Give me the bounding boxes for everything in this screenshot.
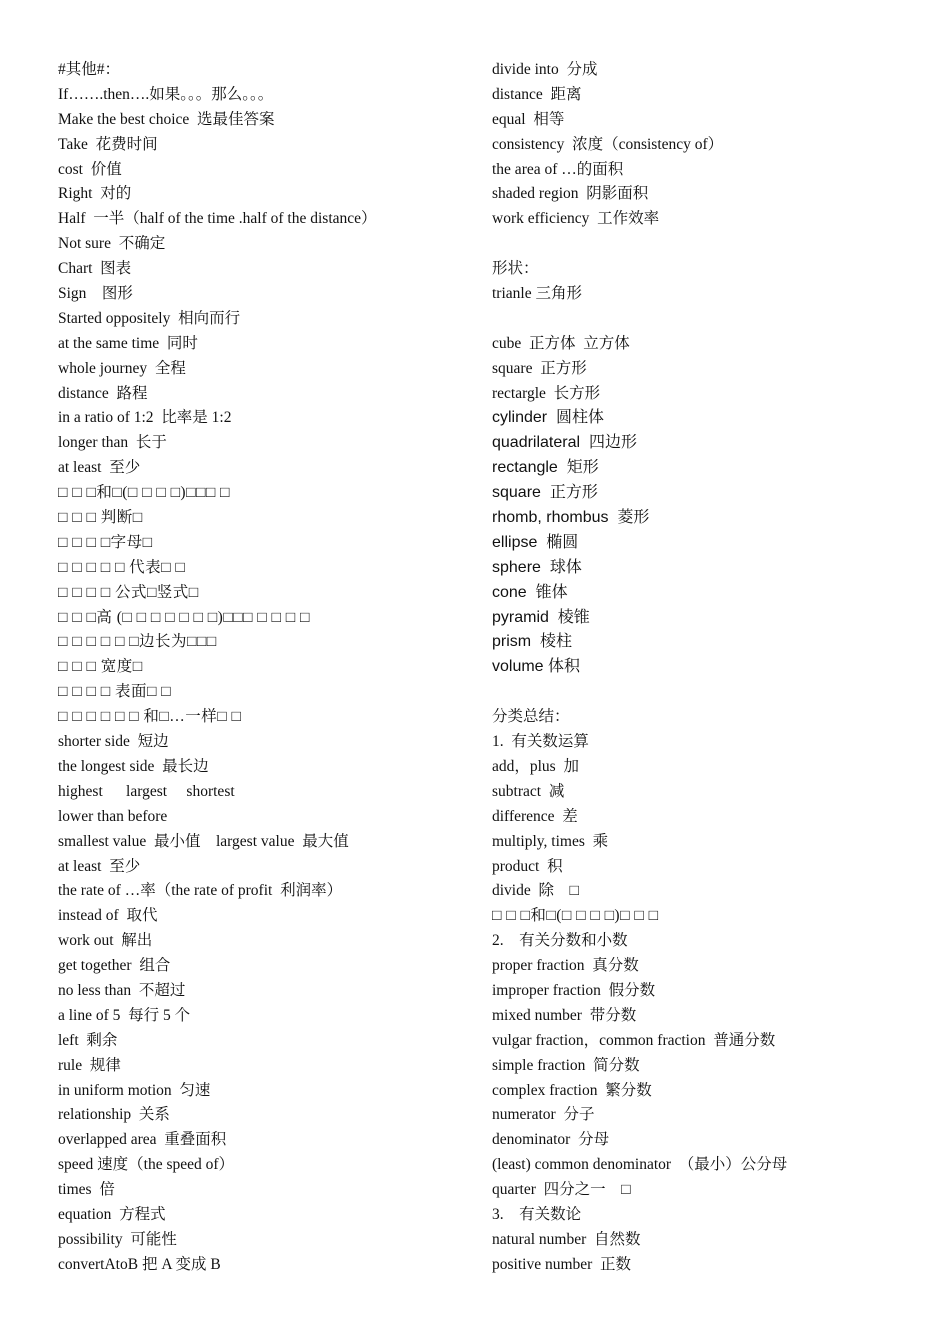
vocab-line: cylinder 圆柱体 (492, 409, 605, 427)
vocab-line: at the same time 同时 (58, 334, 198, 352)
vocab-line: convertAtoB 把 A 变成 B (58, 1255, 221, 1273)
vocab-line: shorter side 短边 (58, 733, 169, 751)
vocab-line: ellipse 椭圆 (492, 533, 579, 551)
vocab-line: prism 棱柱 (492, 633, 573, 651)
vocab-line: at least 至少 (58, 459, 141, 477)
vocab-line: quarter 四分之一 □ (492, 1181, 631, 1199)
vocab-line: pyramid 棱锥 (492, 608, 590, 626)
vocab-line: left 剩余 (58, 1031, 118, 1049)
vocab-line: in a ratio of 1:2 比率是 1:2 (58, 409, 232, 427)
vocab-line: simple fraction 简分数 (492, 1056, 640, 1074)
vocab-line: equal 相等 (492, 110, 565, 128)
vocab-line: Chart 图表 (58, 260, 132, 278)
vocab-line: □ □ □和□(□ □ □ □)□ □ □ (492, 907, 659, 925)
vocab-line: 形状： (492, 260, 539, 278)
vocab-line: Started oppositely 相向而行 (58, 309, 241, 327)
vocab-line: □ □ □ □ □ □ 和□…一样□ □ (58, 708, 242, 726)
vocab-line: 3. 有关数论 (492, 1205, 582, 1223)
vocab-line: difference 差 (492, 807, 578, 825)
vocab-line (492, 232, 932, 257)
vocab-line: mixed number 带分数 (492, 1006, 637, 1024)
vocab-line: speed 速度（the speed of） (58, 1156, 235, 1174)
vocab-line: distance 距离 (492, 85, 582, 103)
vocab-line: lower than before (58, 807, 168, 825)
vocab-line: 2. 有关分数和小数 (492, 932, 628, 950)
vocab-line: □ □ □ □ □ 代表□ □ (58, 558, 186, 576)
vocab-line: □ □ □ □字母□ (58, 533, 153, 551)
vocab-line: □ □ □ 宽度□ (58, 658, 143, 676)
vocab-line: distance 路程 (58, 384, 148, 402)
right-column (492, 58, 932, 1278)
vocab-line: quadrilateral 四边形 (492, 434, 637, 452)
vocab-line: equation 方程式 (58, 1205, 166, 1223)
vocab-line: consistency 浓度（consistency of） (492, 135, 724, 153)
vocab-line: cube 正方体 立方体 (492, 334, 630, 352)
vocab-line: rhomb, rhombus 菱形 (492, 509, 650, 527)
vocab-line: add，plus 加 (492, 757, 579, 775)
vocab-line: divide 除 □ (492, 882, 579, 900)
vocab-line: If…….then….如果。。。那么。。。 (58, 85, 274, 103)
vocab-line: product 积 (492, 857, 563, 875)
vocab-line: shaded region 阴影面积 (492, 185, 649, 203)
vocab-line: the longest side 最长边 (58, 757, 209, 775)
vocab-line: □ □ □ 判断□ (58, 509, 143, 527)
vocab-line: vulgar fraction，common fraction 普通分数 (492, 1031, 776, 1049)
vocab-line: square 正方形 (492, 359, 587, 377)
vocab-line: instead of 取代 (58, 907, 158, 925)
vocab-line: □ □ □和□(□ □ □ □)□□□ □ (58, 484, 230, 502)
vocab-line: □ □ □ □ 表面□ □ (58, 683, 172, 701)
vocab-line: volume 体积 (492, 658, 581, 676)
vocab-line: Make the best choice 选最佳答案 (58, 110, 275, 128)
vocab-line: numerator 分子 (492, 1106, 595, 1124)
left-column (58, 58, 478, 1278)
vocab-line: get together 组合 (58, 957, 171, 975)
vocab-line: Take 花费时间 (58, 135, 158, 153)
vocab-line: improper fraction 假分数 (492, 981, 656, 999)
vocab-line: at least 至少 (58, 857, 141, 875)
vocab-line: whole journey 全程 (58, 359, 186, 377)
vocab-line: highest largest shortest (58, 782, 235, 800)
vocab-line: the rate of …率（the rate of profit 利润率） (58, 882, 343, 900)
vocab-line: Half 一半（half of the time .half of the distance） (58, 210, 377, 228)
vocab-line: natural number 自然数 (492, 1230, 641, 1248)
vocab-line: divide into 分成 (492, 61, 598, 78)
vocab-line: complex fraction 繁分数 (492, 1081, 652, 1099)
vocab-line: cost 价值 (58, 160, 122, 178)
vocab-line: a line of 5 每行 5 个 (58, 1006, 191, 1024)
vocab-line: in uniform motion 匀速 (58, 1081, 211, 1099)
vocab-line: sphere 球体 (492, 558, 582, 576)
vocab-line: positive number 正数 (492, 1255, 632, 1273)
vocab-line: Right 对的 (58, 185, 132, 203)
vocab-line: Sign 图形 (58, 285, 133, 303)
vocab-line: times 倍 (58, 1181, 115, 1199)
vocab-line: Not sure 不确定 (58, 235, 166, 253)
vocab-line: 1. 有关数运算 (492, 733, 589, 751)
vocab-line: rectargle 长方形 (492, 384, 601, 402)
vocab-line: denominator 分母 (492, 1131, 610, 1149)
vocab-line: no less than 不超过 (58, 981, 186, 999)
vocab-line: 分类总结： (492, 708, 570, 726)
vocab-line (492, 307, 932, 332)
vocab-line: longer than 长于 (58, 434, 167, 452)
vocab-line: overlapped area 重叠面积 (58, 1131, 227, 1149)
vocab-line: smallest value 最小值 largest value 最大值 (58, 832, 349, 850)
vocab-line: (least) common denominator （最小）公分母 (492, 1156, 788, 1174)
vocab-line: work out 解出 (58, 932, 153, 950)
vocab-line (492, 680, 932, 705)
vocab-line: cone 锥体 (492, 583, 568, 601)
vocab-line: proper fraction 真分数 (492, 957, 639, 975)
vocab-line: #其他#： (58, 61, 121, 78)
vocab-line: rule 规律 (58, 1056, 121, 1074)
vocab-line: trianle 三角形 (492, 285, 582, 303)
vocab-line: possibility 可能性 (58, 1230, 177, 1248)
vocab-line: relationship 关系 (58, 1106, 170, 1124)
vocab-line: □ □ □高 (□ □ □ □ □ □ □)□□□ □ □ □ □ (58, 608, 310, 626)
vocab-line: □ □ □ □ □ □边长为□□□ (58, 633, 217, 651)
vocab-line: □ □ □ □ 公式□竖式□ (58, 583, 199, 601)
vocab-line: square 正方形 (492, 484, 598, 502)
vocab-line: the area of …的面积 (492, 160, 624, 178)
vocab-line: subtract 减 (492, 782, 565, 800)
vocab-line: multiply, times 乘 (492, 832, 609, 850)
vocab-line: rectangle 矩形 (492, 459, 599, 477)
vocab-line: work efficiency 工作效率 (492, 210, 660, 228)
